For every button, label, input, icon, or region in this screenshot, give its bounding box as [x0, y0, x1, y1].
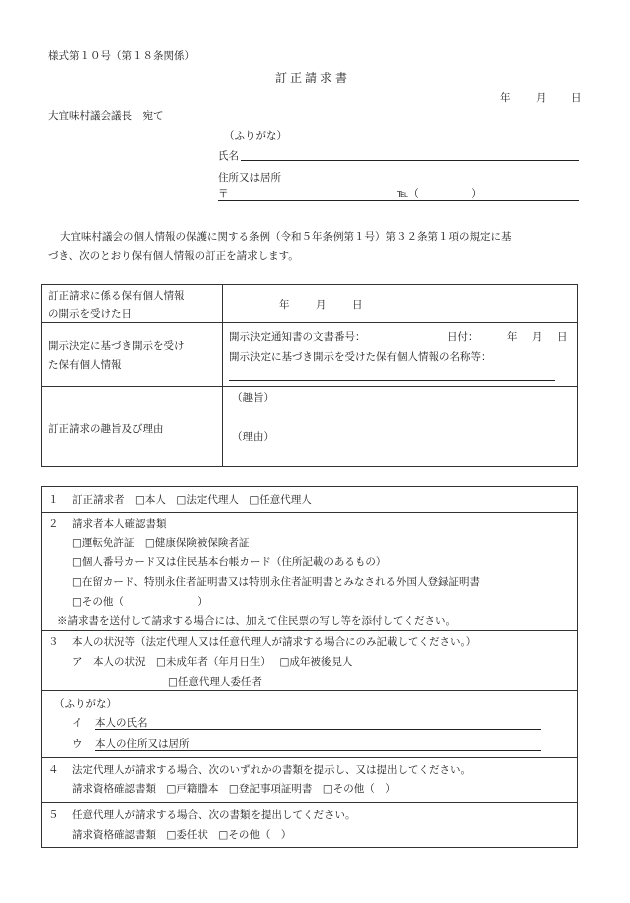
address-field[interactable] — [218, 200, 579, 201]
principal-furigana: （ふりがな） — [54, 698, 117, 710]
purpose-label: （趣旨） — [232, 392, 274, 404]
table1-row-line-1 — [41, 322, 578, 323]
section3-number: ３ — [48, 636, 59, 648]
info-name-field[interactable] — [229, 380, 555, 381]
date-label: 日付： — [447, 331, 479, 343]
name-field[interactable] — [241, 160, 579, 161]
row2-month: 月 — [532, 331, 543, 343]
principal-name-mark: イ — [72, 717, 83, 729]
addressee: 大宜味村議会議長 宛て — [48, 110, 164, 122]
voluntary-rep-title: 任意代理人が請求する場合、次の書類を提出してください。 — [72, 809, 356, 821]
row2-day: 日 — [557, 331, 568, 343]
t2-line-4 — [41, 757, 578, 758]
principal-address-mark: ウ — [72, 738, 83, 750]
date-year: 年 — [500, 92, 511, 104]
row1-label-line1: 訂正請求に係る保有個人情報 — [48, 290, 185, 302]
voluntary-rep-docs[interactable]: 請求資格確認書類 □委任状 □その他（ ） — [72, 829, 292, 841]
section2-number: ２ — [48, 518, 59, 530]
principal-name-field[interactable] — [95, 729, 541, 730]
id-option-license[interactable]: □運転免許証 □健康保険被保険者証 — [72, 537, 250, 549]
id-option-residence-card[interactable]: □在留カード、特別永住者証明書又は特別永住者証明書とみなされる外国人登録証明書 — [72, 576, 480, 588]
intro-line-2: づき、次のとおり保有個人情報の訂正を請求します。 — [48, 250, 299, 262]
page-title: 訂正請求書 — [275, 71, 351, 85]
address-label: 住所又は居所 — [218, 172, 281, 184]
id-option-mynumber[interactable]: □個人番号カード又は住民基本台帳カード（住所記載のあるもの） — [72, 556, 387, 568]
t2-line-5 — [41, 802, 578, 803]
principal-address-label: 本人の住所又は居所 — [95, 738, 190, 750]
t2-line-1 — [41, 512, 578, 513]
principal-status-title: 本人の状況等（法定代理人又は任意代理人が請求する場合にのみ記載してください。） — [72, 636, 477, 648]
principal-status-a[interactable]: ア 本人の状況 □未成年者（年月日生） □成年被後見人 — [72, 656, 353, 668]
section1-number: １ — [48, 494, 59, 506]
intro-line-1: 大宜味村議会の個人情報の保護に関する条例（令和５年条例第１号）第３２条第１項の規定に基 — [60, 231, 512, 243]
legal-rep-docs[interactable]: 請求資格確認書類 □戸籍謄本 □登記事項証明書 □その他（ ） — [72, 783, 396, 795]
id-option-other[interactable]: □その他（ ） — [72, 596, 208, 608]
section5-number: ５ — [48, 809, 59, 821]
postal-mark: 〒 — [218, 188, 229, 200]
row1-year: 年 — [279, 299, 290, 311]
row3-label: 訂正請求の趣旨及び理由 — [48, 423, 164, 435]
mail-note: ※請求書を送付して請求する場合には、加えて住民票の写し等を添付してください。 — [57, 615, 456, 627]
principal-address-field[interactable] — [95, 750, 541, 751]
t2-line-2 — [41, 630, 578, 631]
table1-row-line-2 — [41, 386, 578, 387]
furigana-label: （ふりがな） — [224, 130, 287, 142]
date-day: 日 — [571, 92, 582, 104]
t2-line-3 — [41, 690, 578, 691]
form-number: 様式第１０号（第１８条関係） — [48, 50, 195, 62]
date-month: 月 — [536, 92, 547, 104]
principal-status-delegator[interactable]: □任意代理人委任者 — [168, 676, 262, 688]
row2-label-line2: た保有個人情報 — [48, 359, 122, 371]
row1-month: 月 — [316, 299, 327, 311]
requester-type[interactable]: 訂正請求者 □本人 □法定代理人 □任意代理人 — [72, 494, 312, 506]
name-label: 氏名 — [218, 150, 239, 162]
row1-day: 日 — [352, 299, 363, 311]
doc-number-label: 開示決定通知書の文書番号： — [229, 331, 366, 343]
principal-name-label: 本人の氏名 — [95, 717, 148, 729]
row2-label-line1: 開示決定に基づき開示を受け — [48, 340, 185, 352]
id-docs-title: 請求者本人確認書類 — [72, 518, 167, 530]
legal-rep-title: 法定代理人が請求する場合、次のいずれかの書類を提示し、又は提出してください。 — [72, 764, 471, 776]
reason-label: （理由） — [232, 431, 274, 443]
section4-number: ４ — [48, 764, 59, 776]
tel-label: ℡（ ） — [397, 188, 482, 200]
info-name-label: 開示決定に基づき開示を受けた保有個人情報の名称等： — [229, 351, 492, 363]
row1-label-line2: の開示を受けた日 — [48, 308, 132, 320]
table1-divider — [222, 284, 223, 467]
row2-year: 年 — [507, 331, 518, 343]
